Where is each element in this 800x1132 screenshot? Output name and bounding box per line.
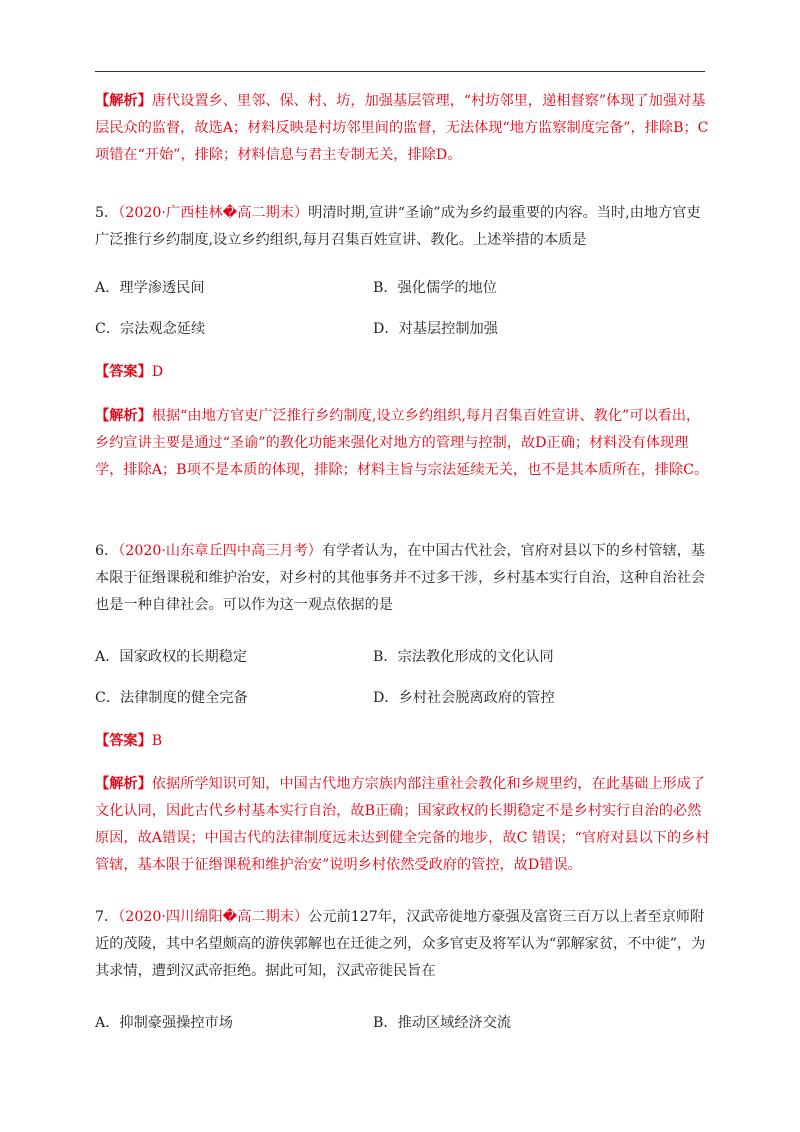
prev-analysis <box>95 88 710 169</box>
analysis-text: 根据“由地方官吏广泛推行乡约制度,设立乡约组织,每月召集百姓宣讲、教化”可以看出，乡约宣讲主要是通过“圣谕”的教化功能来强化对地方的管理与控制，故D正确；材料没有体现理学，排除A；B项不是本质的体现，排除；材料主旨与宗法延续无关，也不是其本质所在，排除C。 <box>95 408 709 478</box>
question-number: 5． <box>95 205 119 221</box>
analysis-label: 【解析】 <box>95 776 152 792</box>
question-source: （2020·广西桂林�高二期末） <box>118 205 309 221</box>
question-7-stem <box>95 904 710 985</box>
question-number: 7． <box>95 909 119 925</box>
question-source: （2020·山东章丘四中高三月考） <box>118 543 322 559</box>
question-6-stem <box>95 538 710 619</box>
q6-option-d: D．乡村社会脱离政府的管控 <box>373 690 555 706</box>
q5-option-b: B．强化儒学的地位 <box>373 280 497 296</box>
question-text: 明清时期,宣讲“圣谕”成为乡约最重要的内容。当时,由地方官吏广泛推行乡约制度,设立乡约组织,每月召集百姓宣讲、教化。上述举措的本质是 <box>95 205 701 248</box>
q6-answer <box>95 728 710 755</box>
answer-value: D <box>151 364 164 380</box>
q5-option-a: A．理学渗透民间 <box>95 280 205 296</box>
q5-option-d: D．对基层控制加强 <box>373 321 498 337</box>
q5-answer <box>95 359 710 386</box>
header-rule <box>95 71 705 72</box>
q6-option-c: C．法律制度的健全完备 <box>95 690 248 706</box>
q6-analysis <box>95 771 710 879</box>
q5-option-c: C．宗法观念延续 <box>95 321 206 337</box>
q7-option-a: A．抑制豪强操控市场 <box>95 1015 233 1031</box>
analysis-text: 唐代设置乡、里邻、保、村、坊，加强基层管理，“村坊邻里，递相督察”体现了加强对基层民众的监督，故选A；材料反映是村坊邻里间的监督，无法体现“地方监察制度完备”，排除B；C项错在“开始”，排除；材料信息与君主专制无关，排除D。 <box>95 93 709 163</box>
q7-option-b: B．推动区域经济交流 <box>373 1015 512 1031</box>
question-5-stem <box>95 200 710 254</box>
q6-option-b: B．宗法教化形成的文化认同 <box>373 649 554 665</box>
analysis-label: 【解析】 <box>95 93 152 109</box>
analysis-label: 【解析】 <box>95 408 152 424</box>
answer-label: 【答案】 <box>95 364 152 380</box>
q6-option-a: A．国家政权的长期稳定 <box>95 649 248 665</box>
q5-analysis <box>95 403 710 484</box>
question-text: 有学者认为，在中国古代社会，官府对县以下的乡村管辖，基本限于征缗课税和维护治安，对乡村的其他事务并不过多干涉，乡村基本实行自治，这种自治社会也是一种自律社会。可以作为这一观点依据的是 <box>95 543 706 613</box>
analysis-text: 依据所学知识可知，中国古代地方宗族内部注重社会教化和乡规里约，在此基础上形成了文化认同，因此古代乡村基本实行自治，故B正确；国家政权的长期稳定不是乡村实行自治的必然原因，故A错误；中国古代的法律制度远未达到健全完备的地步，故C 错误；“官府对县以下的乡村管辖，基本限于征缗课税和维护治安”说明乡村依然受政府的管控，故D错误。 <box>95 776 710 873</box>
answer-label: 【答案】 <box>95 733 152 749</box>
question-source: （2020·四川绵阳�高二期末） <box>118 909 309 925</box>
question-number: 6． <box>95 543 119 559</box>
answer-value: B <box>151 733 163 749</box>
question-text: 公元前127年，汉武帝徙地方豪强及富资三百万以上者至京师附近的茂陵，其中名望颇高的游侠郭解也在迁徙之列，众多官吏及将军认为“郭解家贫，不中徙”，为其求情，遭到汉武帝拒绝。据此可知，汉武帝徙民旨在 <box>95 909 706 979</box>
